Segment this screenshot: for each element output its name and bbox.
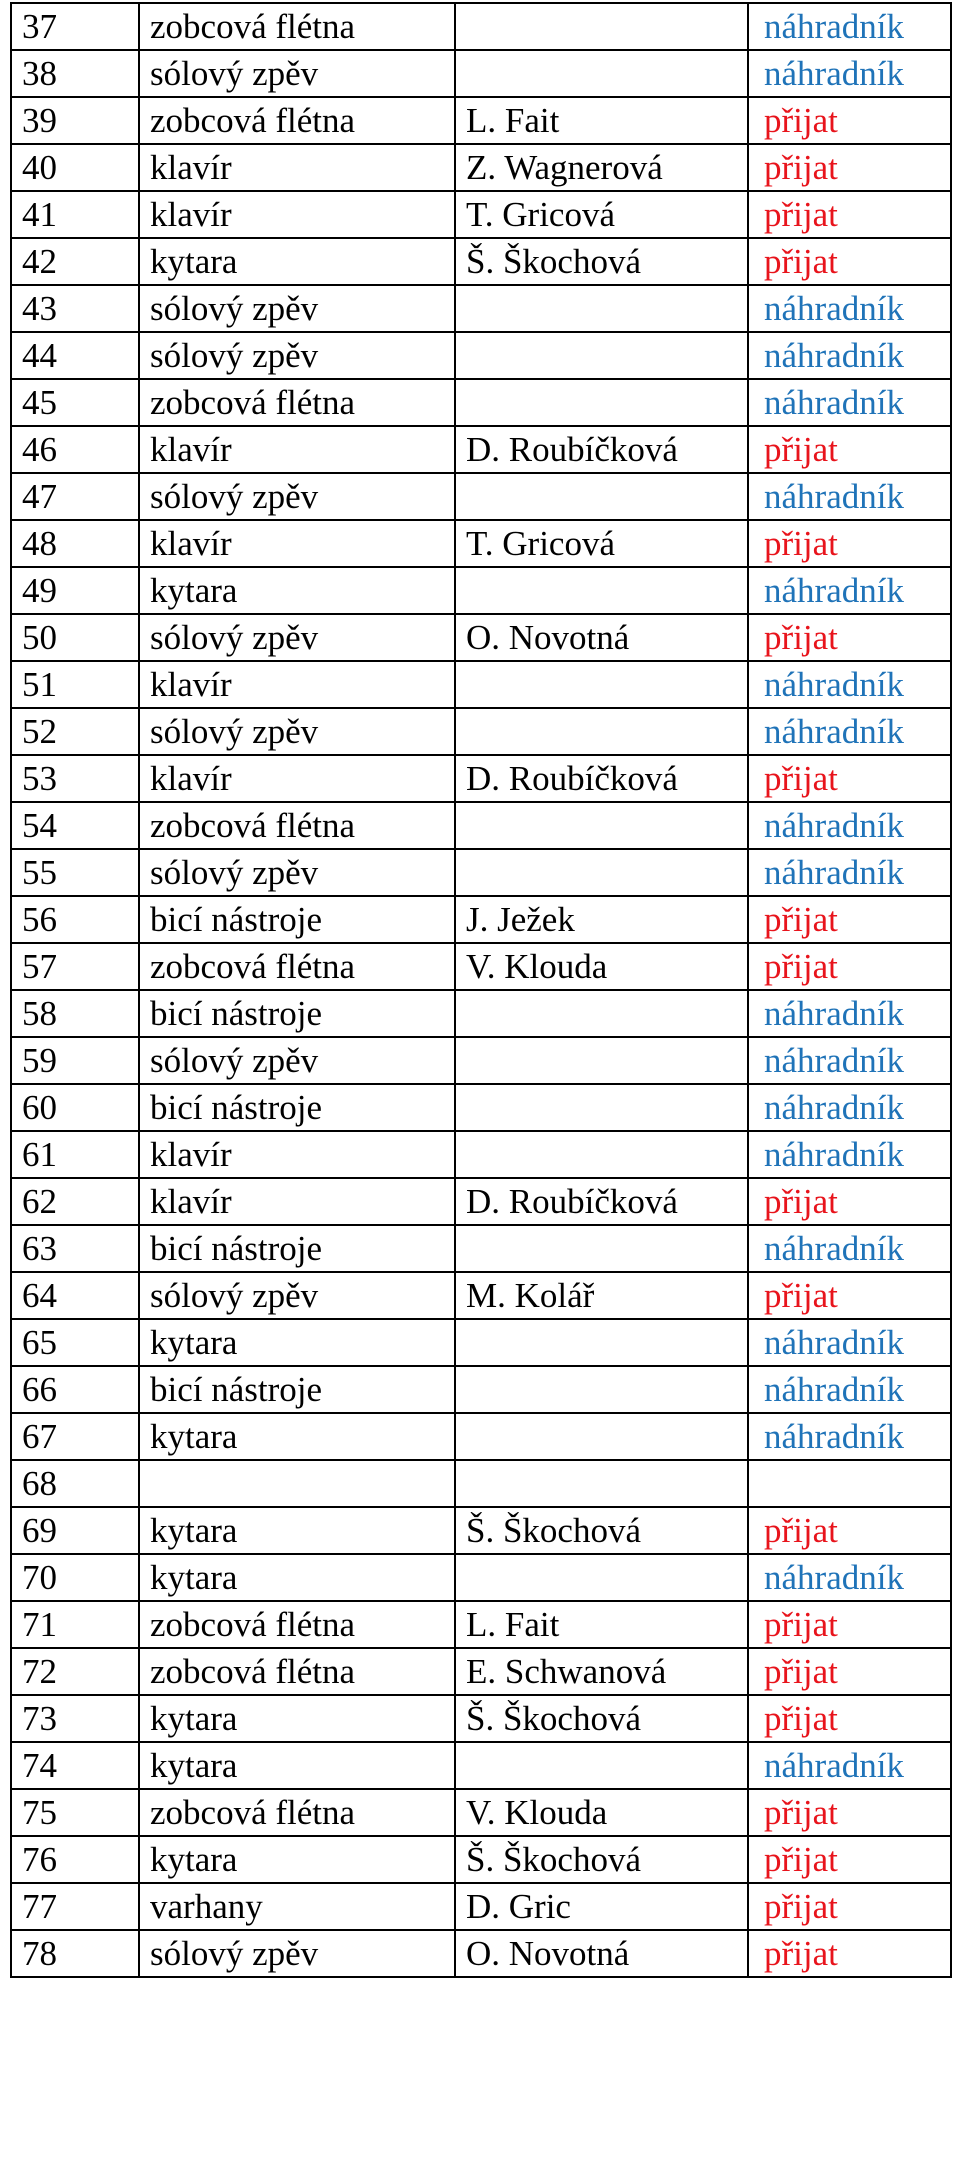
instrument-cell: klavír <box>139 191 455 238</box>
admission-status-cell: náhradník <box>748 50 951 97</box>
applicant-number-cell: 39 <box>11 97 139 144</box>
teacher-cell: L. Fait <box>455 97 748 144</box>
admission-status-cell <box>748 1460 951 1507</box>
admission-results-table <box>10 2 952 1978</box>
table-row <box>11 567 951 614</box>
table-row <box>11 3 951 50</box>
table-row <box>11 191 951 238</box>
table-row <box>11 1131 951 1178</box>
applicant-number-cell: 46 <box>11 426 139 473</box>
instrument-cell: kytara <box>139 238 455 285</box>
instrument-cell: sólový zpěv <box>139 614 455 661</box>
teacher-cell: Z. Wagnerová <box>455 144 748 191</box>
applicant-number-cell: 70 <box>11 1554 139 1601</box>
teacher-cell: E. Schwanová <box>455 1648 748 1695</box>
table-row <box>11 990 951 1037</box>
admission-status-cell: přijat <box>748 1836 951 1883</box>
applicant-number-cell: 62 <box>11 1178 139 1225</box>
admission-status-cell: přijat <box>748 1178 951 1225</box>
applicant-number-cell: 55 <box>11 849 139 896</box>
instrument-cell: sólový zpěv <box>139 473 455 520</box>
instrument-cell: sólový zpěv <box>139 1037 455 1084</box>
instrument-cell: zobcová flétna <box>139 802 455 849</box>
admission-status-cell: přijat <box>748 1789 951 1836</box>
teacher-cell <box>455 50 748 97</box>
teacher-cell <box>455 1366 748 1413</box>
admission-status-cell: náhradník <box>748 708 951 755</box>
applicant-number-cell: 60 <box>11 1084 139 1131</box>
teacher-cell <box>455 1225 748 1272</box>
instrument-cell: kytara <box>139 1413 455 1460</box>
applicant-number-cell: 38 <box>11 50 139 97</box>
applicant-number-cell: 56 <box>11 896 139 943</box>
table-row <box>11 1178 951 1225</box>
admission-status-cell: náhradník <box>748 473 951 520</box>
teacher-cell <box>455 473 748 520</box>
table-row <box>11 708 951 755</box>
teacher-cell: Š. Škochová <box>455 1836 748 1883</box>
admission-status-cell: náhradník <box>748 1037 951 1084</box>
table-row <box>11 1695 951 1742</box>
teacher-cell: V. Klouda <box>455 1789 748 1836</box>
admission-status-cell: přijat <box>748 1507 951 1554</box>
applicant-number-cell: 77 <box>11 1883 139 1930</box>
instrument-cell: kytara <box>139 1836 455 1883</box>
table-row <box>11 1413 951 1460</box>
teacher-cell: D. Gric <box>455 1883 748 1930</box>
table-row <box>11 1883 951 1930</box>
applicant-number-cell: 68 <box>11 1460 139 1507</box>
teacher-cell <box>455 1319 748 1366</box>
applicant-number-cell: 52 <box>11 708 139 755</box>
admission-status-cell: přijat <box>748 1883 951 1930</box>
teacher-cell: Š. Škochová <box>455 238 748 285</box>
admission-status-cell: přijat <box>748 1601 951 1648</box>
admission-status-cell: náhradník <box>748 379 951 426</box>
admission-status-cell: náhradník <box>748 332 951 379</box>
teacher-cell: J. Ježek <box>455 896 748 943</box>
applicant-number-cell: 48 <box>11 520 139 567</box>
applicant-number-cell: 37 <box>11 3 139 50</box>
admission-status-cell: náhradník <box>748 1131 951 1178</box>
table-row <box>11 1601 951 1648</box>
teacher-cell <box>455 1554 748 1601</box>
teacher-cell: T. Gricová <box>455 191 748 238</box>
applicant-number-cell: 72 <box>11 1648 139 1695</box>
instrument-cell: bicí nástroje <box>139 1366 455 1413</box>
instrument-cell: kytara <box>139 1554 455 1601</box>
applicant-number-cell: 74 <box>11 1742 139 1789</box>
applicant-number-cell: 44 <box>11 332 139 379</box>
instrument-cell: bicí nástroje <box>139 1084 455 1131</box>
teacher-cell: Š. Škochová <box>455 1695 748 1742</box>
instrument-cell: klavír <box>139 426 455 473</box>
table-row <box>11 1742 951 1789</box>
table-row <box>11 50 951 97</box>
instrument-cell: kytara <box>139 567 455 614</box>
admission-status-cell: přijat <box>748 97 951 144</box>
admission-status-cell: přijat <box>748 1930 951 1977</box>
teacher-cell: V. Klouda <box>455 943 748 990</box>
applicant-number-cell: 42 <box>11 238 139 285</box>
admission-status-cell: přijat <box>748 614 951 661</box>
applicant-number-cell: 54 <box>11 802 139 849</box>
table-row <box>11 802 951 849</box>
admission-status-cell: náhradník <box>748 1225 951 1272</box>
admission-status-cell: přijat <box>748 1648 951 1695</box>
teacher-cell: O. Novotná <box>455 614 748 661</box>
applicant-number-cell: 61 <box>11 1131 139 1178</box>
admission-status-cell: přijat <box>748 426 951 473</box>
applicant-number-cell: 69 <box>11 1507 139 1554</box>
admission-status-cell: přijat <box>748 191 951 238</box>
instrument-cell: sólový zpěv <box>139 332 455 379</box>
instrument-cell: kytara <box>139 1319 455 1366</box>
table-row <box>11 1225 951 1272</box>
instrument-cell: varhany <box>139 1883 455 1930</box>
teacher-cell: O. Novotná <box>455 1930 748 1977</box>
instrument-cell: klavír <box>139 1131 455 1178</box>
applicant-number-cell: 78 <box>11 1930 139 1977</box>
teacher-cell <box>455 1084 748 1131</box>
applicant-number-cell: 58 <box>11 990 139 1037</box>
instrument-cell: sólový zpěv <box>139 50 455 97</box>
table-row <box>11 1319 951 1366</box>
teacher-cell: L. Fait <box>455 1601 748 1648</box>
applicant-number-cell: 43 <box>11 285 139 332</box>
admission-status-cell: náhradník <box>748 990 951 1037</box>
admission-status-cell: náhradník <box>748 285 951 332</box>
admission-status-cell: přijat <box>748 238 951 285</box>
instrument-cell <box>139 1460 455 1507</box>
admission-status-cell: náhradník <box>748 3 951 50</box>
instrument-cell: sólový zpěv <box>139 708 455 755</box>
instrument-cell: klavír <box>139 520 455 567</box>
applicant-number-cell: 40 <box>11 144 139 191</box>
applicant-number-cell: 73 <box>11 1695 139 1742</box>
teacher-cell: M. Kolář <box>455 1272 748 1319</box>
admission-status-cell: náhradník <box>748 1554 951 1601</box>
instrument-cell: zobcová flétna <box>139 379 455 426</box>
instrument-cell: zobcová flétna <box>139 3 455 50</box>
teacher-cell: Š. Škochová <box>455 1507 748 1554</box>
instrument-cell: klavír <box>139 661 455 708</box>
table-row <box>11 1930 951 1977</box>
table-row <box>11 1554 951 1601</box>
applicant-number-cell: 47 <box>11 473 139 520</box>
table-row <box>11 426 951 473</box>
applicant-number-cell: 41 <box>11 191 139 238</box>
teacher-cell <box>455 1742 748 1789</box>
table-row <box>11 849 951 896</box>
teacher-cell <box>455 1460 748 1507</box>
teacher-cell <box>455 708 748 755</box>
instrument-cell: zobcová flétna <box>139 97 455 144</box>
table-row <box>11 1366 951 1413</box>
table-row <box>11 755 951 802</box>
instrument-cell: kytara <box>139 1507 455 1554</box>
table-row <box>11 943 951 990</box>
admission-status-cell: náhradník <box>748 802 951 849</box>
applicant-number-cell: 45 <box>11 379 139 426</box>
admission-status-cell: přijat <box>748 144 951 191</box>
table-row <box>11 238 951 285</box>
admission-status-cell: náhradník <box>748 661 951 708</box>
table-row <box>11 285 951 332</box>
teacher-cell <box>455 802 748 849</box>
instrument-cell: sólový zpěv <box>139 1930 455 1977</box>
applicant-number-cell: 71 <box>11 1601 139 1648</box>
applicant-number-cell: 51 <box>11 661 139 708</box>
table-row <box>11 1648 951 1695</box>
instrument-cell: zobcová flétna <box>139 943 455 990</box>
instrument-cell: bicí nástroje <box>139 1225 455 1272</box>
applicant-number-cell: 76 <box>11 1836 139 1883</box>
admission-status-cell: náhradník <box>748 567 951 614</box>
instrument-cell: sólový zpěv <box>139 285 455 332</box>
teacher-cell <box>455 3 748 50</box>
teacher-cell <box>455 285 748 332</box>
admission-status-cell: přijat <box>748 520 951 567</box>
admission-status-cell: přijat <box>748 943 951 990</box>
teacher-cell <box>455 379 748 426</box>
table-row <box>11 896 951 943</box>
table-row <box>11 1460 951 1507</box>
table-row <box>11 473 951 520</box>
table-body <box>11 3 951 1977</box>
table-row <box>11 379 951 426</box>
table-row <box>11 1037 951 1084</box>
applicant-number-cell: 63 <box>11 1225 139 1272</box>
admission-status-cell: náhradník <box>748 1413 951 1460</box>
instrument-cell: klavír <box>139 144 455 191</box>
applicant-number-cell: 49 <box>11 567 139 614</box>
table-row <box>11 1507 951 1554</box>
teacher-cell: D. Roubíčková <box>455 426 748 473</box>
table-row <box>11 661 951 708</box>
table-row <box>11 144 951 191</box>
table-row <box>11 1084 951 1131</box>
admission-status-cell: přijat <box>748 1695 951 1742</box>
admission-status-cell: náhradník <box>748 1319 951 1366</box>
instrument-cell: zobcová flétna <box>139 1648 455 1695</box>
admission-status-cell: přijat <box>748 755 951 802</box>
applicant-number-cell: 65 <box>11 1319 139 1366</box>
admission-status-cell: přijat <box>748 896 951 943</box>
teacher-cell <box>455 849 748 896</box>
applicant-number-cell: 66 <box>11 1366 139 1413</box>
teacher-cell <box>455 567 748 614</box>
teacher-cell <box>455 990 748 1037</box>
teacher-cell <box>455 1131 748 1178</box>
applicant-number-cell: 57 <box>11 943 139 990</box>
admission-status-cell: náhradník <box>748 849 951 896</box>
table-row <box>11 1272 951 1319</box>
admission-status-cell: náhradník <box>748 1366 951 1413</box>
table-row <box>11 97 951 144</box>
teacher-cell: T. Gricová <box>455 520 748 567</box>
instrument-cell: kytara <box>139 1742 455 1789</box>
admission-status-cell: náhradník <box>748 1742 951 1789</box>
applicant-number-cell: 67 <box>11 1413 139 1460</box>
teacher-cell <box>455 332 748 379</box>
teacher-cell: D. Roubíčková <box>455 1178 748 1225</box>
instrument-cell: kytara <box>139 1695 455 1742</box>
instrument-cell: klavír <box>139 1178 455 1225</box>
instrument-cell: sólový zpěv <box>139 849 455 896</box>
admission-status-cell: náhradník <box>748 1084 951 1131</box>
table-row <box>11 520 951 567</box>
table-row <box>11 1836 951 1883</box>
applicant-number-cell: 59 <box>11 1037 139 1084</box>
instrument-cell: zobcová flétna <box>139 1601 455 1648</box>
applicant-number-cell: 50 <box>11 614 139 661</box>
instrument-cell: zobcová flétna <box>139 1789 455 1836</box>
instrument-cell: bicí nástroje <box>139 990 455 1037</box>
admission-status-cell: přijat <box>748 1272 951 1319</box>
teacher-cell: D. Roubíčková <box>455 755 748 802</box>
table-row <box>11 614 951 661</box>
instrument-cell: bicí nástroje <box>139 896 455 943</box>
instrument-cell: sólový zpěv <box>139 1272 455 1319</box>
table-row <box>11 1789 951 1836</box>
applicant-number-cell: 53 <box>11 755 139 802</box>
applicant-number-cell: 64 <box>11 1272 139 1319</box>
teacher-cell <box>455 1037 748 1084</box>
teacher-cell <box>455 1413 748 1460</box>
instrument-cell: klavír <box>139 755 455 802</box>
table-row <box>11 332 951 379</box>
applicant-number-cell: 75 <box>11 1789 139 1836</box>
teacher-cell <box>455 661 748 708</box>
